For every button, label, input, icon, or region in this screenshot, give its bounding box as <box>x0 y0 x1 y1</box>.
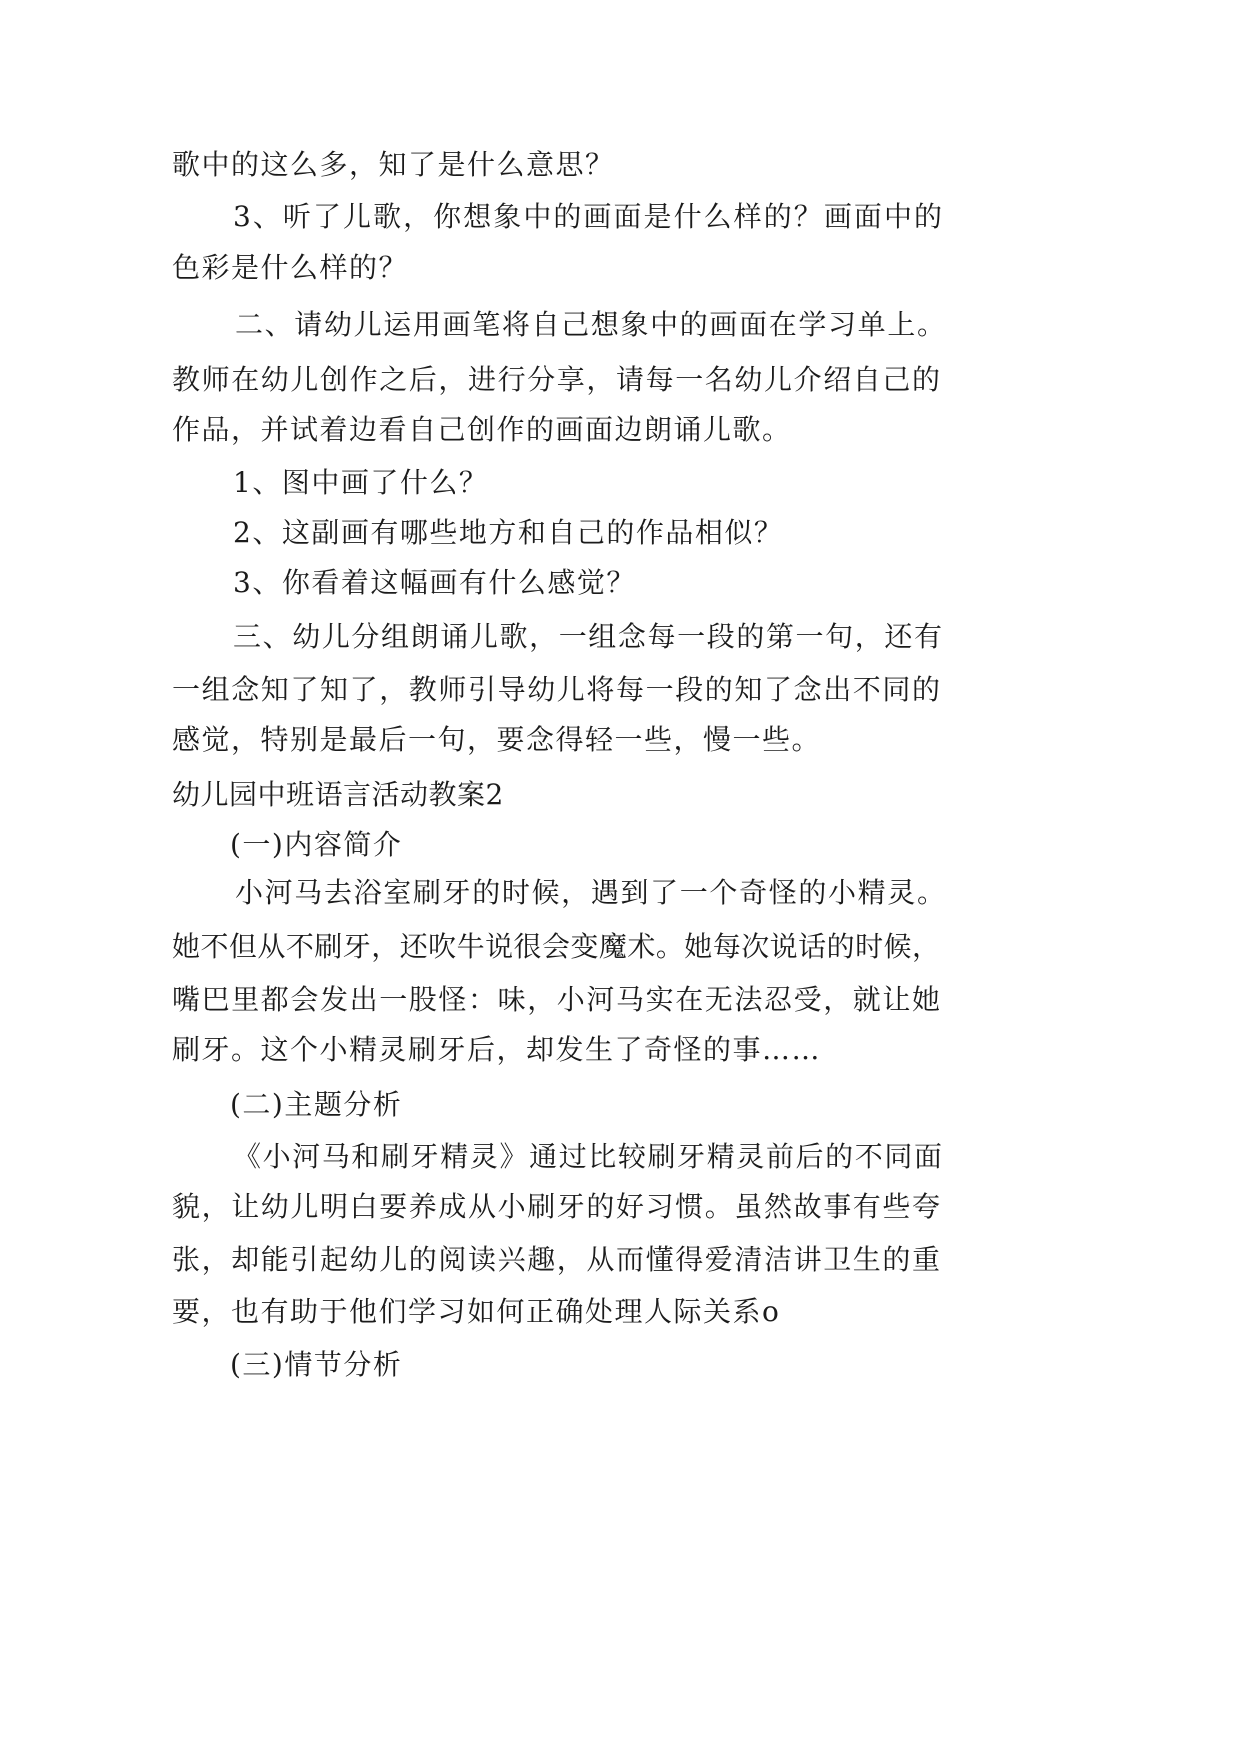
question-line: 2、这副画有哪些地方和自己的作品相似？ <box>233 516 784 549</box>
paragraph-line: 要，也有助于他们学习如何正确处理人际关系o <box>172 1295 781 1328</box>
step-line: 二、请幼儿运用画笔将自己想象中的画面在学习单上。 <box>235 308 945 341</box>
paragraph-line: 歌中的这么多，知了是什么意思？ <box>172 148 615 181</box>
subheading: (一)内容简介 <box>230 828 403 861</box>
paragraph-line: 一组念知了知了，教师引导幼儿将每一段的知了念出不同的 <box>172 673 940 706</box>
paragraph-line: 嘴巴里都会发出一股怪：味，小河马实在无法忍受，就让她 <box>172 983 940 1016</box>
paragraph-line: 小河马去浴室刷牙的时候，遇到了一个奇怪的小精灵。 <box>235 876 945 909</box>
paragraph-line: 貌，让幼儿明白要养成从小刷牙的好习惯。虽然故事有些夸 <box>172 1190 940 1223</box>
subheading: (二)主题分析 <box>230 1088 403 1121</box>
paragraph-line: 她不但从不刷牙，还吹牛说很会变魔术。她每次说话的时候， <box>172 930 940 963</box>
paragraph-line: 感觉，特别是最后一句，要念得轻一些，慢一些。 <box>172 723 822 756</box>
paragraph-line: 《小河马和刷牙精灵》通过比较刷牙精灵前后的不同面 <box>233 1140 942 1173</box>
section-title: 幼儿园中班语言活动教案2 <box>172 778 504 811</box>
subheading: (三)情节分析 <box>230 1348 403 1381</box>
step-line: 三、幼儿分组朗诵儿歌，一组念每一段的第一句，还有 <box>233 620 942 653</box>
paragraph-line: 作品，并试着边看自己创作的画面边朗诵儿歌。 <box>172 413 792 446</box>
paragraph-line: 刷牙。这个小精灵刷牙后，却发生了奇怪的事…… <box>172 1033 822 1066</box>
paragraph-line: 张，却能引起幼儿的阅读兴趣，从而懂得爱清洁讲卫生的重 <box>172 1243 940 1276</box>
paragraph-line: 教师在幼儿创作之后，进行分享，请每一名幼儿介绍自己的 <box>172 363 940 396</box>
question-line: 1、图中画了什么？ <box>233 466 489 499</box>
question-line: 3、你看着这幅画有什么感觉？ <box>233 566 636 599</box>
paragraph-line: 色彩是什么样的？ <box>172 251 409 284</box>
question-line: 3、听了儿歌，你想象中的画面是什么样的？画面中的 <box>233 200 942 233</box>
